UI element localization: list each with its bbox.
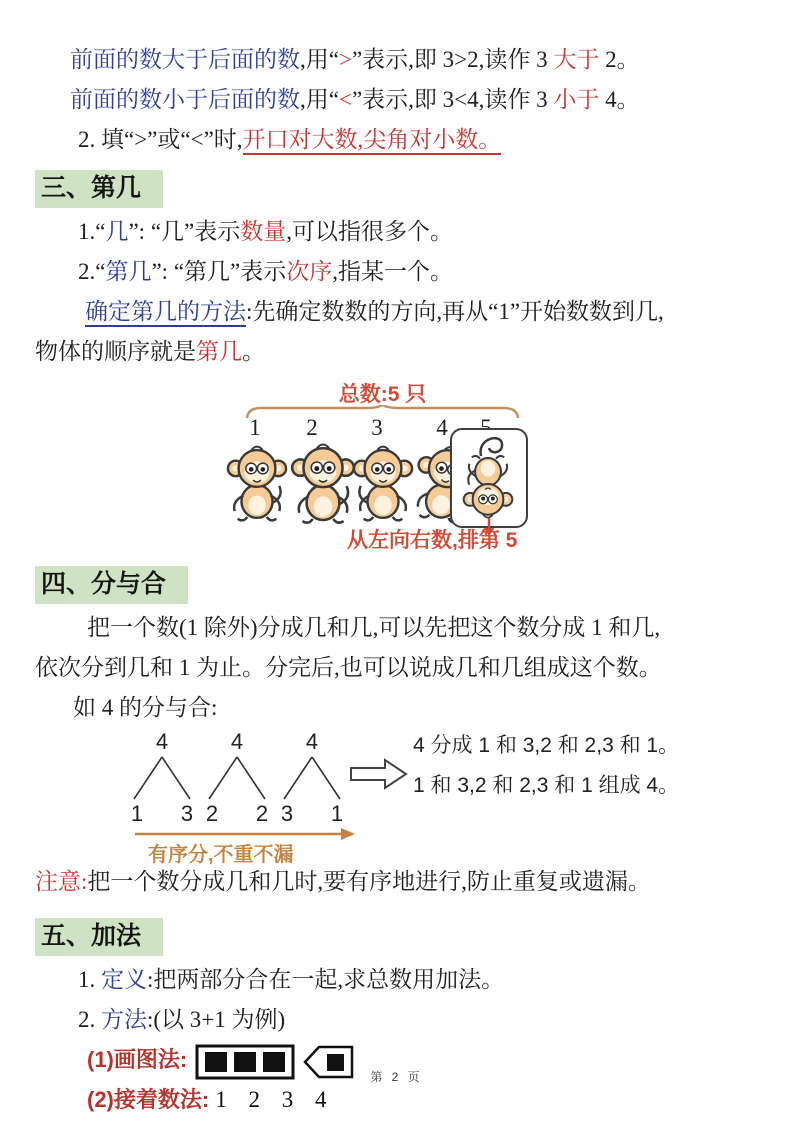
tree-top-number: 4 <box>305 729 319 754</box>
text-segment: ”表示,即 3<4,读作 3 <box>351 87 554 112</box>
position-number: 4 <box>436 415 448 440</box>
less-symbol: < <box>338 87 352 112</box>
decomposition-tree-1 <box>122 730 202 827</box>
text-segment: 把一个数分成几和几时,要有序地进行,防止重复或遗漏。 <box>87 869 651 894</box>
compare-rule-fill <box>35 120 765 160</box>
ordinal-method-line-2 <box>35 332 765 372</box>
keyword-red: 小于 <box>553 87 600 112</box>
position-number: 3 <box>371 415 383 440</box>
text-segment: :把两部分合在一起,求总数用加法。 <box>147 967 505 992</box>
keyword-blue: 第几 <box>105 259 152 284</box>
text-segment: 2。 <box>599 47 640 72</box>
keyword-red: 次序 <box>286 259 333 284</box>
keyword-red-underlined: 开口对大数,尖角对小数。 <box>243 127 502 155</box>
greater-symbol: > <box>338 47 352 72</box>
text-segment: 2.“ <box>78 259 106 284</box>
compare-rule-less <box>35 80 765 120</box>
keyword-blue: 方法 <box>101 1007 147 1032</box>
keyword-red: 数量 <box>240 219 287 244</box>
text-segment: ,指某一个。 <box>332 259 453 284</box>
total-count-label: 总数:5 只 <box>338 383 427 406</box>
method-label-draw: (1)画图法: <box>87 1047 188 1072</box>
monkey-icon <box>459 454 517 522</box>
compose-note <box>35 862 765 902</box>
compare-rule-greater <box>35 40 765 80</box>
text-segment: 2. <box>78 1007 101 1032</box>
page-number: 第 2 页 <box>370 1070 423 1084</box>
decomposition-tree-3 <box>272 730 352 827</box>
keyword-blue: 定义 <box>101 967 147 992</box>
addition-method <box>35 1000 765 1040</box>
tree-branches-icon <box>122 755 202 801</box>
decomposition-results <box>413 726 679 806</box>
text-segment: ”: “第几”表示 <box>151 259 287 284</box>
text-segment: 2. 填“>”或“<”时, <box>78 127 243 152</box>
compose-paragraph-line-2: 依次分到几和 1 为止。分完后,也可以说成几和几组成这个数。 <box>35 655 662 680</box>
text-segment: 1. <box>78 967 101 992</box>
method-label-count-on: (2)接着数法: <box>87 1087 210 1112</box>
monkey-icon <box>352 440 414 524</box>
right-arrow-icon <box>350 758 408 790</box>
section-heading-compose: 四、分与合 <box>35 566 188 604</box>
text-segment: 4。 <box>599 87 640 112</box>
text-segment: 1.“ <box>78 219 106 244</box>
tree-top-number: 4 <box>230 729 244 754</box>
keyword-blue-underlined: 确定第几的方法 <box>85 299 246 327</box>
section-heading-addition: 五、加法 <box>35 918 163 956</box>
ordinal-item-1 <box>35 212 765 252</box>
result-line-1: 4 分成 1 和 3,2 和 2,3 和 1。 <box>413 734 680 757</box>
note-keyword: 注意: <box>35 869 88 894</box>
tree-left-number: 3 <box>280 801 294 826</box>
keyword-red: 大于 <box>553 47 600 72</box>
count-on-numbers: 1 2 3 4 <box>215 1087 327 1112</box>
tree-right-number: 3 <box>180 801 194 826</box>
keyword-blue: 前面的数大于后面的数 <box>70 47 300 72</box>
tree-left-number: 1 <box>130 801 144 826</box>
monkey-icon <box>290 437 356 526</box>
tree-left-number: 2 <box>205 801 219 826</box>
ordinal-monkeys-figure <box>0 378 793 556</box>
text-segment: ,可以指很多个。 <box>286 219 453 244</box>
tree-right-number: 1 <box>330 801 344 826</box>
order-label: 有序分,不重不漏 <box>148 844 294 866</box>
tree-right-number: 2 <box>255 801 269 826</box>
text-segment: ,用“ <box>300 87 339 112</box>
text-segment: 物体的顺序就是 <box>35 339 196 364</box>
decomposition-figure <box>0 729 793 866</box>
addition-definition <box>35 960 765 1000</box>
position-number: 2 <box>306 415 318 440</box>
ordinal-method-line-1 <box>35 292 765 332</box>
text-segment: ”表示,即 3>2,读作 3 <box>351 47 554 72</box>
text-segment: ,用“ <box>300 47 339 72</box>
keyword-blue: 前面的数小于后面的数 <box>70 87 300 112</box>
keyword-blue: 几 <box>105 219 129 244</box>
keyword-red: 第几 <box>196 339 242 364</box>
fifth-monkey-box <box>450 428 528 528</box>
text-segment: ”: “几”表示 <box>128 219 241 244</box>
text-segment: :先确定数数的方向,再从“1”开始数数到几, <box>246 299 664 324</box>
compose-example-label: 如 4 的分与合: <box>73 695 218 720</box>
ordinal-item-2 <box>35 252 765 292</box>
tree-branches-icon <box>272 755 352 801</box>
text-segment: 。 <box>242 339 265 364</box>
decomposition-tree-2 <box>197 730 277 827</box>
count-direction-caption: 从左向右数,排第 5 <box>347 529 518 552</box>
addition-count-on-method <box>35 1080 765 1120</box>
position-number: 1 <box>249 415 261 440</box>
page-content <box>35 40 765 1120</box>
tree-top-number: 4 <box>155 729 169 754</box>
compose-paragraph-line-1: 把一个数(1 除外)分成几和几,可以先把这个数分成 1 和几, <box>87 615 661 640</box>
result-line-2: 1 和 3,2 和 2,3 和 1 组成 4。 <box>413 774 680 797</box>
text-segment: :(以 3+1 为例) <box>147 1007 286 1032</box>
monkey-icon <box>226 440 288 524</box>
section-heading-ordinal: 三、第几 <box>35 170 163 208</box>
tree-branches-icon <box>197 755 277 801</box>
